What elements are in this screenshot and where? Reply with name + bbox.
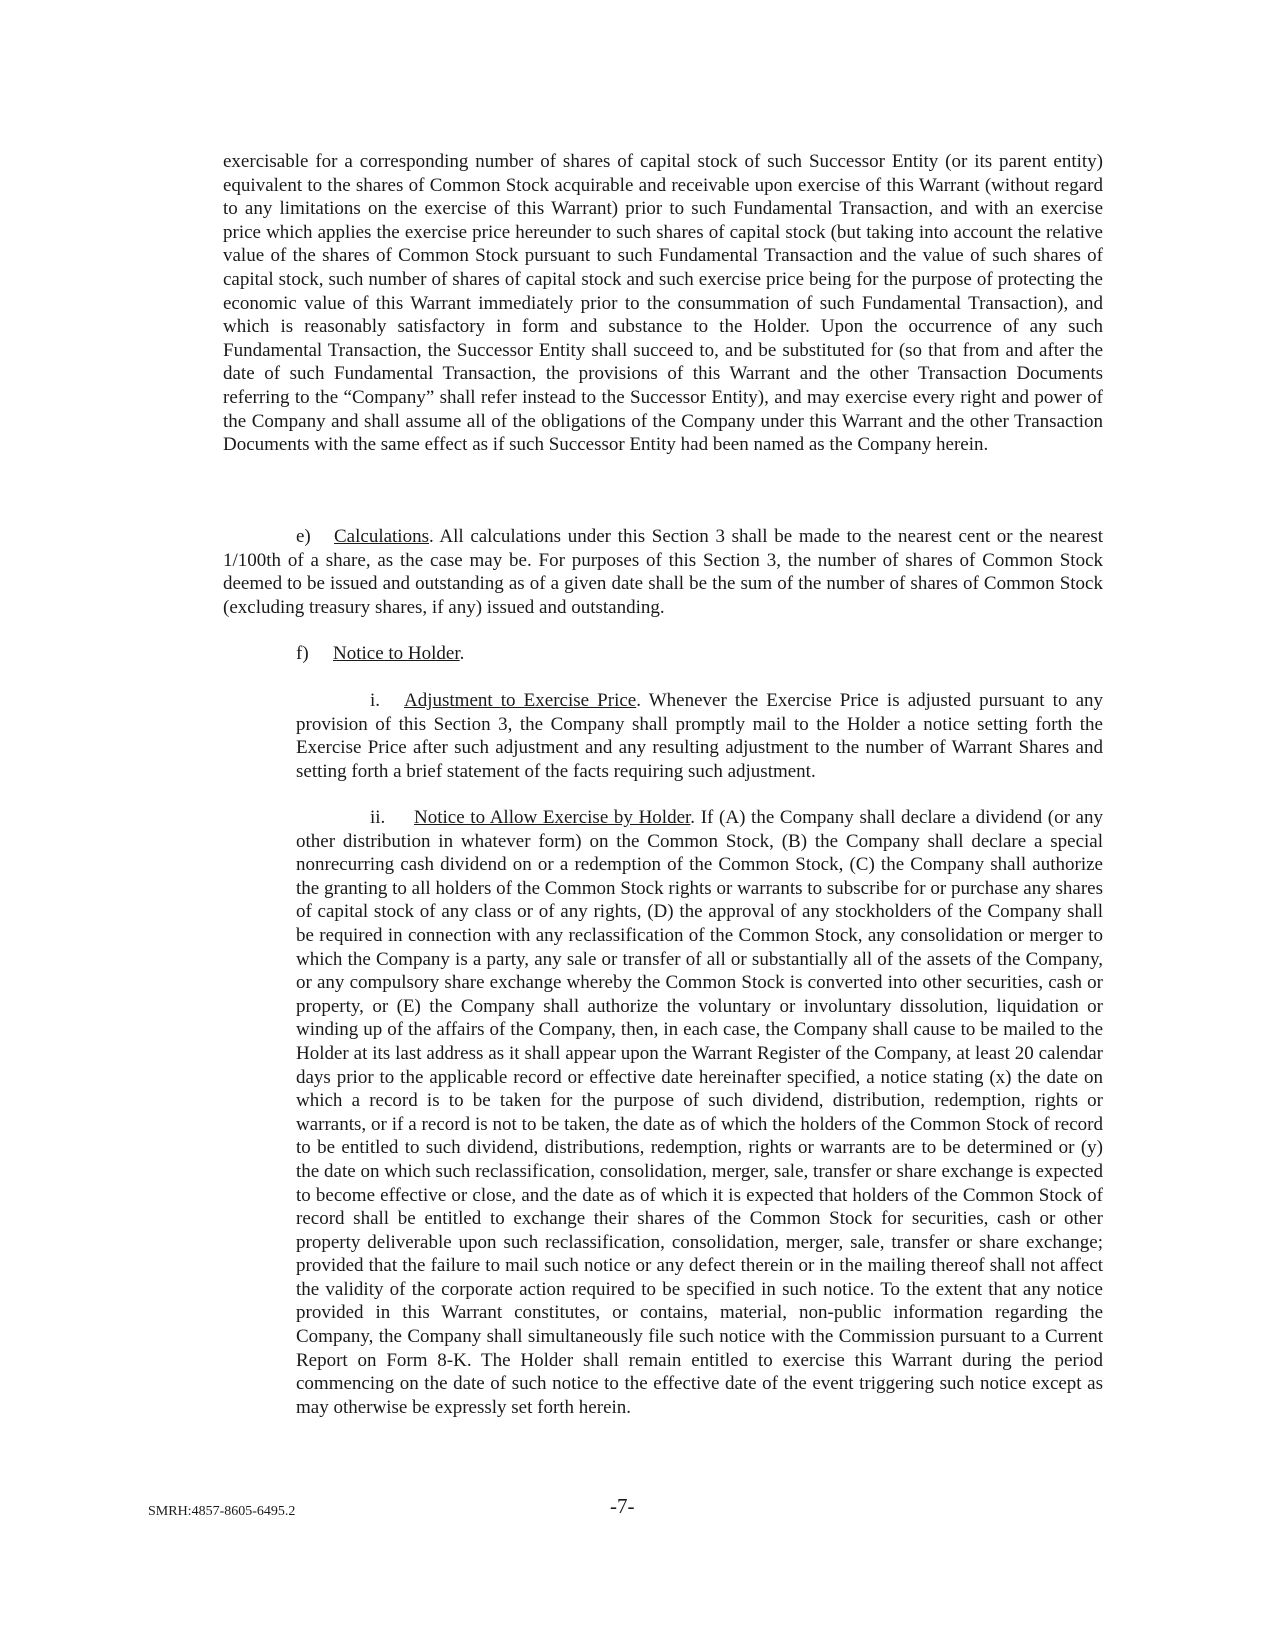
continuation-paragraph: exercisable for a corresponding number of shares of capital stock of such Successor Entity (or its parent entity) equivalent to the shares of Common Stock acquirable and receivable upon exercise of this Warrant (without regard to any limitations on the exercise of this Warrant) prior to such Fundamental Transaction, and with an exercise price which applies the exercise price hereunder to such shares of capital stock (but taking into account the relative value of the shares of Common Stock pursuant to such Fundamental Transaction and the value of such shares of capital stock, such number of shares of capital stock and such exercise price being for the purpose of protecting the economic value of this Warrant immediately prior to the consummation of such Fundamental Transaction), and which is reasonably satisfactory in form and substance to the Holder. Upon the occurrence of any such Fundamental Transaction, the Successor Entity shall succeed to, and be substituted for (so that from and after the date of such Fundamental Transaction, the provisions of this Warrant and the other Transaction Documents referring to the “Company” shall refer instead to the Successor Entity), and may exercise every right and power of the Company and shall assume all of the obligations of the Company under this Warrant and the other Transaction Documents with the same effect as if such Successor Entity had been named as the Company herein. — [223, 151, 1103, 456]
section-e-label: e) — [296, 526, 311, 547]
section-e-text: . All calculations under this Section 3 shall be made to the nearest cent or the nearest 1/100th of a share, as the case may be. For purposes of this Section 3, the number of shares of Common Stock deemed to be issued and outstanding as of a given date shall be the sum of the number of shares of Common Stock (excluding treasury shares, if any) issued and outstanding. — [223, 526, 1103, 618]
page-number: -7- — [610, 1494, 635, 1518]
section-f-i-heading: Adjustment to Exercise Price — [404, 690, 637, 711]
section-f-ii-text: . If (A) the Company shall declare a dividend (or any other distribution in whatever form) on the Common Stock, (B) the Company shall declare a special nonrecurring cash dividend on or a redemption of the Common Stock, (C) the Company shall authorize the granting to all holders of the Common Stock rights or warrants to subscribe for or purchase any shares of capital stock of any class or of any rights, (D) the approval of any stockholders of the Company shall be required in connection with any reclassification of the Common Stock, any consolidation or merger to which the Company is a party, any sale or transfer of all or substantially all of the assets of the Company, or any compulsory share exchange whereby the Common Stock is converted into other securities, cash or property, or (E) the Company shall authorize the voluntary or involuntary dissolution, liquidation or winding up of the affairs of the Company, then, in each case, the Company shall cause to be mailed to the Holder at its last address as it shall appear upon the Warrant Register of the Company, at least 20 calendar days prior to the applicable record or effective date hereinafter specified, a notice stating (x) the date on which a record is to be taken for the purpose of such dividend, distribution, redemption, rights or warrants, or if a record is not to be taken, the date as of which the holders of the Common Stock of record to be entitled to such dividend, distributions, redemption, rights or warrants are to be determined or (y) the date on which such reclassification, consolidation, merger, sale, transfer or share exchange is expected to become effective or close, and the date as of which it is expected that holders of the Common Stock of record shall be entitled to exchange their shares of the Common Stock for securities, cash or other property deliverable upon such reclassification, consolidation, merger, sale, transfer or share exchange; provided that the failure to mail such notice or any defect therein or in the mailing thereof shall not affect the validity of the corporate action required to be specified in such notice. To the extent that any notice provided in this Warrant constitutes, or contains, material, non-public information regarding the Company, the Company shall simultaneously file such notice with the Commission pursuant to a Current Report on Form 8-K. The Holder shall remain entitled to exercise this Warrant during the period commencing on the date of such notice to the effective date of the event triggering such notice except as may otherwise be expressly set forth herein. — [296, 807, 1103, 1418]
section-f-heading: Notice to Holder — [333, 643, 460, 664]
section-f-i-label: i. — [370, 690, 381, 711]
section-f-i-paragraph — [296, 689, 1103, 783]
footer-document-id: SMRH:4857-8605-6495.2 — [148, 1504, 296, 1519]
section-f-text: . — [459, 643, 465, 664]
section-f-paragraph — [296, 642, 896, 666]
section-f-label: f) — [296, 643, 309, 664]
section-e-heading: Calculations — [334, 526, 429, 547]
section-e-paragraph — [223, 525, 1103, 619]
section-f-ii-paragraph — [296, 806, 1103, 1419]
section-f-ii-label: ii. — [370, 807, 386, 828]
section-f-ii-heading: Notice to Allow Exercise by Holder — [414, 807, 691, 828]
section-f-i-text: . Whenever the Exercise Price is adjusted pursuant to any provision of this Section 3, the Company shall promptly mail to the Holder a notice setting forth the Exercise Price after such adjustment and any resulting adjustment to the number of Warrant Shares and setting forth a brief statement of the facts requiring such adjustment. — [296, 690, 1104, 782]
